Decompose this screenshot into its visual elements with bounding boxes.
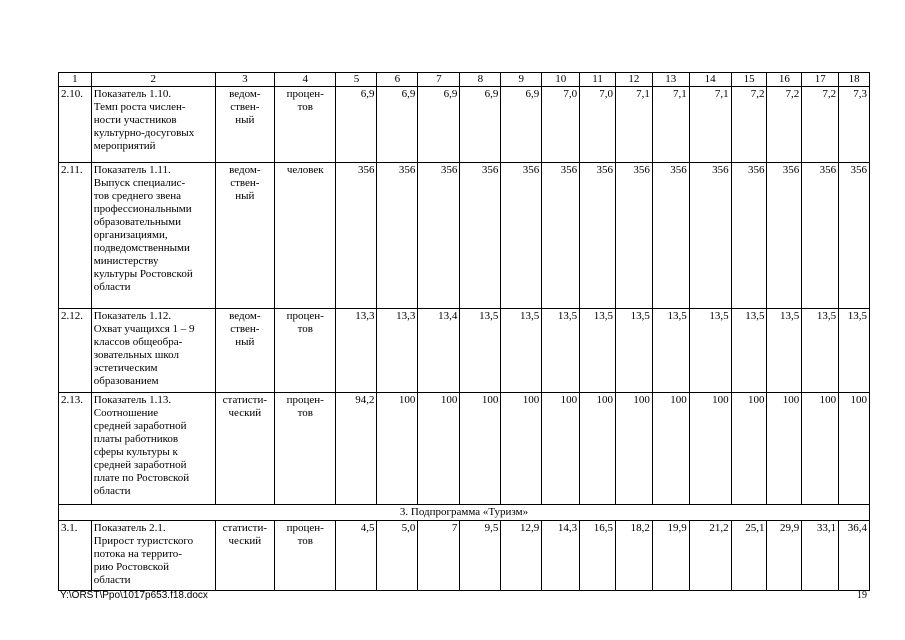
- column-number: 12: [615, 73, 652, 87]
- table-body: [59, 73, 870, 591]
- value-cell: 36,4: [839, 521, 870, 591]
- header-row: [59, 73, 870, 87]
- value-cell: 18,2: [615, 521, 652, 591]
- column-number: 16: [767, 73, 802, 87]
- value-cell: 100: [802, 393, 839, 505]
- value-cell: 13,4: [418, 309, 460, 393]
- value-cell: 100: [460, 393, 501, 505]
- value-cell: 5,0: [377, 521, 418, 591]
- value-cell: 100: [580, 393, 616, 505]
- row-number: 2.13.: [59, 393, 92, 505]
- value-cell: 100: [418, 393, 460, 505]
- value-cell: 19,9: [652, 521, 689, 591]
- value-cell: 13,5: [501, 309, 542, 393]
- row-number: 2.11.: [59, 163, 92, 309]
- value-cell: 7,0: [580, 87, 616, 163]
- column-number: 7: [418, 73, 460, 87]
- indicator-table: [58, 72, 870, 591]
- column-number: 10: [542, 73, 580, 87]
- table-row: [59, 521, 870, 591]
- column-number: 4: [275, 73, 336, 87]
- row-number: 2.12.: [59, 309, 92, 393]
- value-cell: 100: [615, 393, 652, 505]
- column-number: 13: [652, 73, 689, 87]
- value-cell: 100: [689, 393, 731, 505]
- value-cell: 13,5: [615, 309, 652, 393]
- data-source: ведом- ствен- ный: [215, 87, 274, 163]
- value-cell: 13,5: [652, 309, 689, 393]
- column-number: 18: [839, 73, 870, 87]
- value-cell: 100: [731, 393, 767, 505]
- value-cell: 356: [460, 163, 501, 309]
- value-cell: 100: [839, 393, 870, 505]
- column-number: 11: [580, 73, 616, 87]
- value-cell: 7,2: [731, 87, 767, 163]
- value-cell: 13,5: [689, 309, 731, 393]
- value-cell: 356: [580, 163, 616, 309]
- column-number: 2: [91, 73, 215, 87]
- value-cell: 13,5: [731, 309, 767, 393]
- document-path: Y:\ORST\Ppo\1017p653.f18.docx: [60, 590, 208, 601]
- row-number: 2.10.: [59, 87, 92, 163]
- section-row: [59, 505, 870, 521]
- value-cell: 356: [802, 163, 839, 309]
- table-row: [59, 393, 870, 505]
- value-cell: 13,5: [580, 309, 616, 393]
- value-cell: 6,9: [460, 87, 501, 163]
- value-cell: 356: [615, 163, 652, 309]
- indicator-name: Показатель 1.11. Выпуск специалис- тов среднего звена профессиональными образовательными организациями, подведомственными министерству культуры Ростовской области: [91, 163, 215, 309]
- column-number: 17: [802, 73, 839, 87]
- table-row: [59, 87, 870, 163]
- column-number: 1: [59, 73, 92, 87]
- indicator-name: Показатель 2.1. Прирост туристского потока на террито- рию Ростовской области: [91, 521, 215, 591]
- value-cell: 13,5: [460, 309, 501, 393]
- value-cell: 7,2: [767, 87, 802, 163]
- value-cell: 21,2: [689, 521, 731, 591]
- value-cell: 7,1: [689, 87, 731, 163]
- row-number: 3.1.: [59, 521, 92, 591]
- value-cell: 100: [767, 393, 802, 505]
- value-cell: 13,5: [839, 309, 870, 393]
- value-cell: 6,9: [377, 87, 418, 163]
- value-cell: 100: [542, 393, 580, 505]
- value-cell: 356: [542, 163, 580, 309]
- column-number: 6: [377, 73, 418, 87]
- value-cell: 7: [418, 521, 460, 591]
- value-cell: 13,5: [767, 309, 802, 393]
- value-cell: 100: [501, 393, 542, 505]
- column-number: 8: [460, 73, 501, 87]
- column-number: 9: [501, 73, 542, 87]
- value-cell: 12,9: [501, 521, 542, 591]
- value-cell: 356: [418, 163, 460, 309]
- value-cell: 7,1: [652, 87, 689, 163]
- data-source: ведом- ствен- ный: [215, 309, 274, 393]
- value-cell: 16,5: [580, 521, 616, 591]
- value-cell: 25,1: [731, 521, 767, 591]
- value-cell: 7,3: [839, 87, 870, 163]
- value-cell: 14,3: [542, 521, 580, 591]
- value-cell: 13,3: [336, 309, 377, 393]
- value-cell: 7,1: [615, 87, 652, 163]
- value-cell: 7,0: [542, 87, 580, 163]
- value-cell: 13,5: [802, 309, 839, 393]
- value-cell: 356: [377, 163, 418, 309]
- unit: процен- тов: [275, 309, 336, 393]
- column-number: 3: [215, 73, 274, 87]
- value-cell: 9,5: [460, 521, 501, 591]
- value-cell: 6,9: [418, 87, 460, 163]
- data-source: ведом- ствен- ный: [215, 163, 274, 309]
- value-cell: 94,2: [336, 393, 377, 505]
- value-cell: 4,5: [336, 521, 377, 591]
- value-cell: 356: [501, 163, 542, 309]
- indicator-name: Показатель 1.12. Охват учащихся 1 – 9 классов общеобра- зовательных школ эстетическим образованием: [91, 309, 215, 393]
- column-number: 15: [731, 73, 767, 87]
- value-cell: 13,3: [377, 309, 418, 393]
- value-cell: 356: [336, 163, 377, 309]
- unit: человек: [275, 163, 336, 309]
- column-number: 5: [336, 73, 377, 87]
- indicator-name: Показатель 1.10. Темп роста числен- ности участников культурно-досуговых мероприятий: [91, 87, 215, 163]
- value-cell: 100: [652, 393, 689, 505]
- value-cell: 6,9: [501, 87, 542, 163]
- table-row: [59, 309, 870, 393]
- value-cell: 13,5: [542, 309, 580, 393]
- value-cell: 100: [377, 393, 418, 505]
- unit: процен- тов: [275, 393, 336, 505]
- value-cell: 29,9: [767, 521, 802, 591]
- value-cell: 356: [839, 163, 870, 309]
- page-number: 19: [857, 590, 867, 601]
- data-source: статисти- ческий: [215, 393, 274, 505]
- indicator-name: Показатель 1.13. Соотношение средней заработной платы работников сферы культуры к средней заработной плате по Ростовской области: [91, 393, 215, 505]
- unit: процен- тов: [275, 87, 336, 163]
- value-cell: 6,9: [336, 87, 377, 163]
- value-cell: 7,2: [802, 87, 839, 163]
- column-number: 14: [689, 73, 731, 87]
- value-cell: 356: [652, 163, 689, 309]
- unit: процен- тов: [275, 521, 336, 591]
- value-cell: 356: [767, 163, 802, 309]
- value-cell: 33,1: [802, 521, 839, 591]
- table-row: [59, 163, 870, 309]
- value-cell: 356: [731, 163, 767, 309]
- value-cell: 356: [689, 163, 731, 309]
- data-source: статисти- ческий: [215, 521, 274, 591]
- section-title: 3. Подпрограмма «Туризм»: [59, 505, 870, 521]
